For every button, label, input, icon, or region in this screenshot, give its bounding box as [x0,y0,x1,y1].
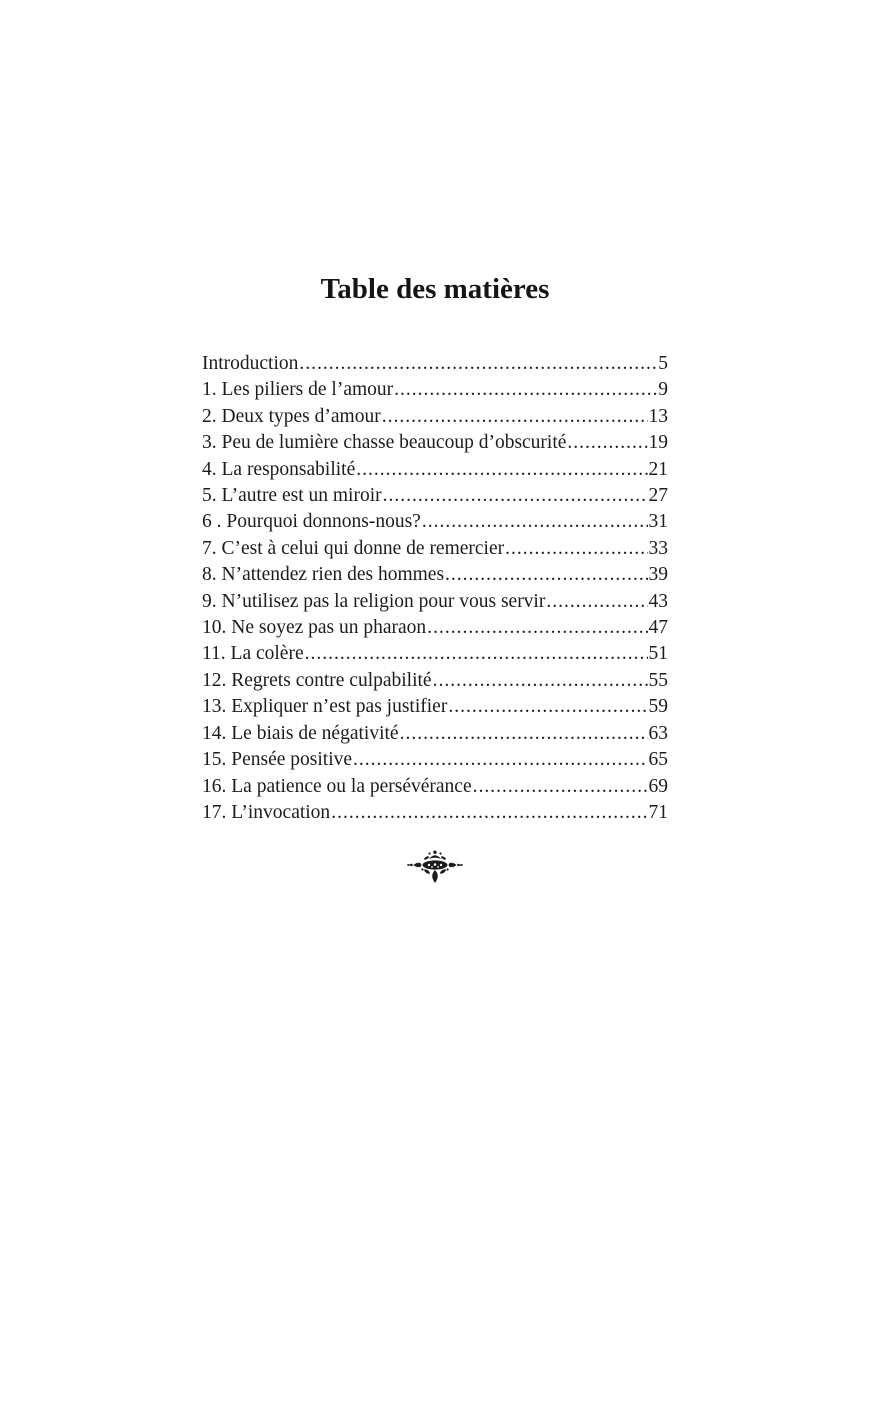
dot-leader [448,694,647,720]
dot-leader [331,800,647,826]
dot-leader [394,377,657,403]
toc-entry-page-number: 5 [658,353,668,374]
toc-entry [202,430,668,456]
toc-entry-page-number: 69 [648,775,668,797]
toc-entry-page-number: 31 [648,511,668,533]
toc-entry [202,404,668,430]
toc-entry-page-number: 19 [648,432,668,454]
toc-entry-label: 7. C’est à celui qui donne de remercier [202,537,505,559]
toc-entry [202,351,668,377]
dot-leader [382,404,648,430]
dot-leader [433,668,648,694]
dot-leader [546,589,647,615]
toc-entry [202,747,668,773]
toc-entry [202,615,668,641]
page-title: Table des matières [320,273,550,305]
dot-leader [356,457,647,483]
toc-entry-page-number: 51 [648,643,668,665]
toc-entry-label: 15. Pensée positive [202,749,353,771]
toc-entry-label: 13. Expliquer n’est pas justifier [202,696,448,718]
toc-entry [202,457,668,483]
toc-entry [202,562,668,588]
toc-entry-label: 4. La responsabilité [202,458,356,480]
dot-leader [473,774,648,800]
toc-entry-label: 17. L’invocation [202,801,331,823]
toc-entry-label: 16. La patience ou la persévérance [202,775,472,797]
toc-entry-page-number: 9 [658,379,668,401]
toc-entry-label: 12. Regrets contre culpabilité [202,669,432,691]
dot-leader [400,721,648,747]
toc-entry-label: 6 . Pourquoi donnons-nous? [202,511,421,533]
fleuron-ornament-icon [202,848,668,884]
dot-leader [299,351,657,377]
toc-entry [202,721,668,747]
dot-leader [445,562,647,588]
toc-entry-label: 1. Les piliers de l’amour [202,379,394,401]
toc-entry-page-number: 71 [648,801,668,823]
toc-entry-page-number: 27 [648,485,668,507]
toc-entry-label: 2. Deux types d’amour [202,405,381,427]
dot-leader [422,509,648,535]
toc-entry [202,694,668,720]
toc-entry-label: 14. Le biais de négativité [202,722,399,744]
dot-leader [427,615,647,641]
toc-entry-page-number: 21 [648,458,668,480]
toc-entry [202,589,668,615]
toc-entry [202,536,668,562]
toc-entry-page-number: 33 [648,537,668,559]
dot-leader [505,536,647,562]
toc-entry-page-number: 55 [648,669,668,691]
toc-entry-label: Introduction [202,353,299,374]
toc-entry [202,668,668,694]
toc-entry-label: 10. Ne soyez pas un pharaon [202,617,427,639]
toc-entry-label: 11. La colère [202,643,304,665]
toc-entry-label: 9. N’utilisez pas la religion pour vous servir [202,590,546,612]
toc-entry-label: 5. L’autre est un miroir [202,485,382,507]
dot-leader [353,747,647,773]
toc-entry-label: 3. Peu de lumière chasse beaucoup d’obscurité [202,432,567,454]
toc-entry-page-number: 39 [648,564,668,586]
toc-entry [202,800,668,826]
toc-entry [202,641,668,667]
toc-entry-page-number: 13 [648,405,668,427]
dot-leader [305,641,648,667]
toc-entry-page-number: 47 [648,617,668,639]
toc-entry-page-number: 43 [648,590,668,612]
toc-entry-page-number: 65 [648,749,668,771]
toc-entry [202,483,668,509]
book-page [202,271,668,884]
table-of-contents [202,351,668,826]
toc-entry-page-number: 59 [648,696,668,718]
toc-entry [202,377,668,403]
dot-leader [383,483,648,509]
toc-entry-page-number: 63 [648,722,668,744]
toc-entry [202,509,668,535]
dot-leader [567,430,647,456]
toc-entry-label: 8. N’attendez rien des hommes [202,564,445,586]
toc-entry [202,774,668,800]
